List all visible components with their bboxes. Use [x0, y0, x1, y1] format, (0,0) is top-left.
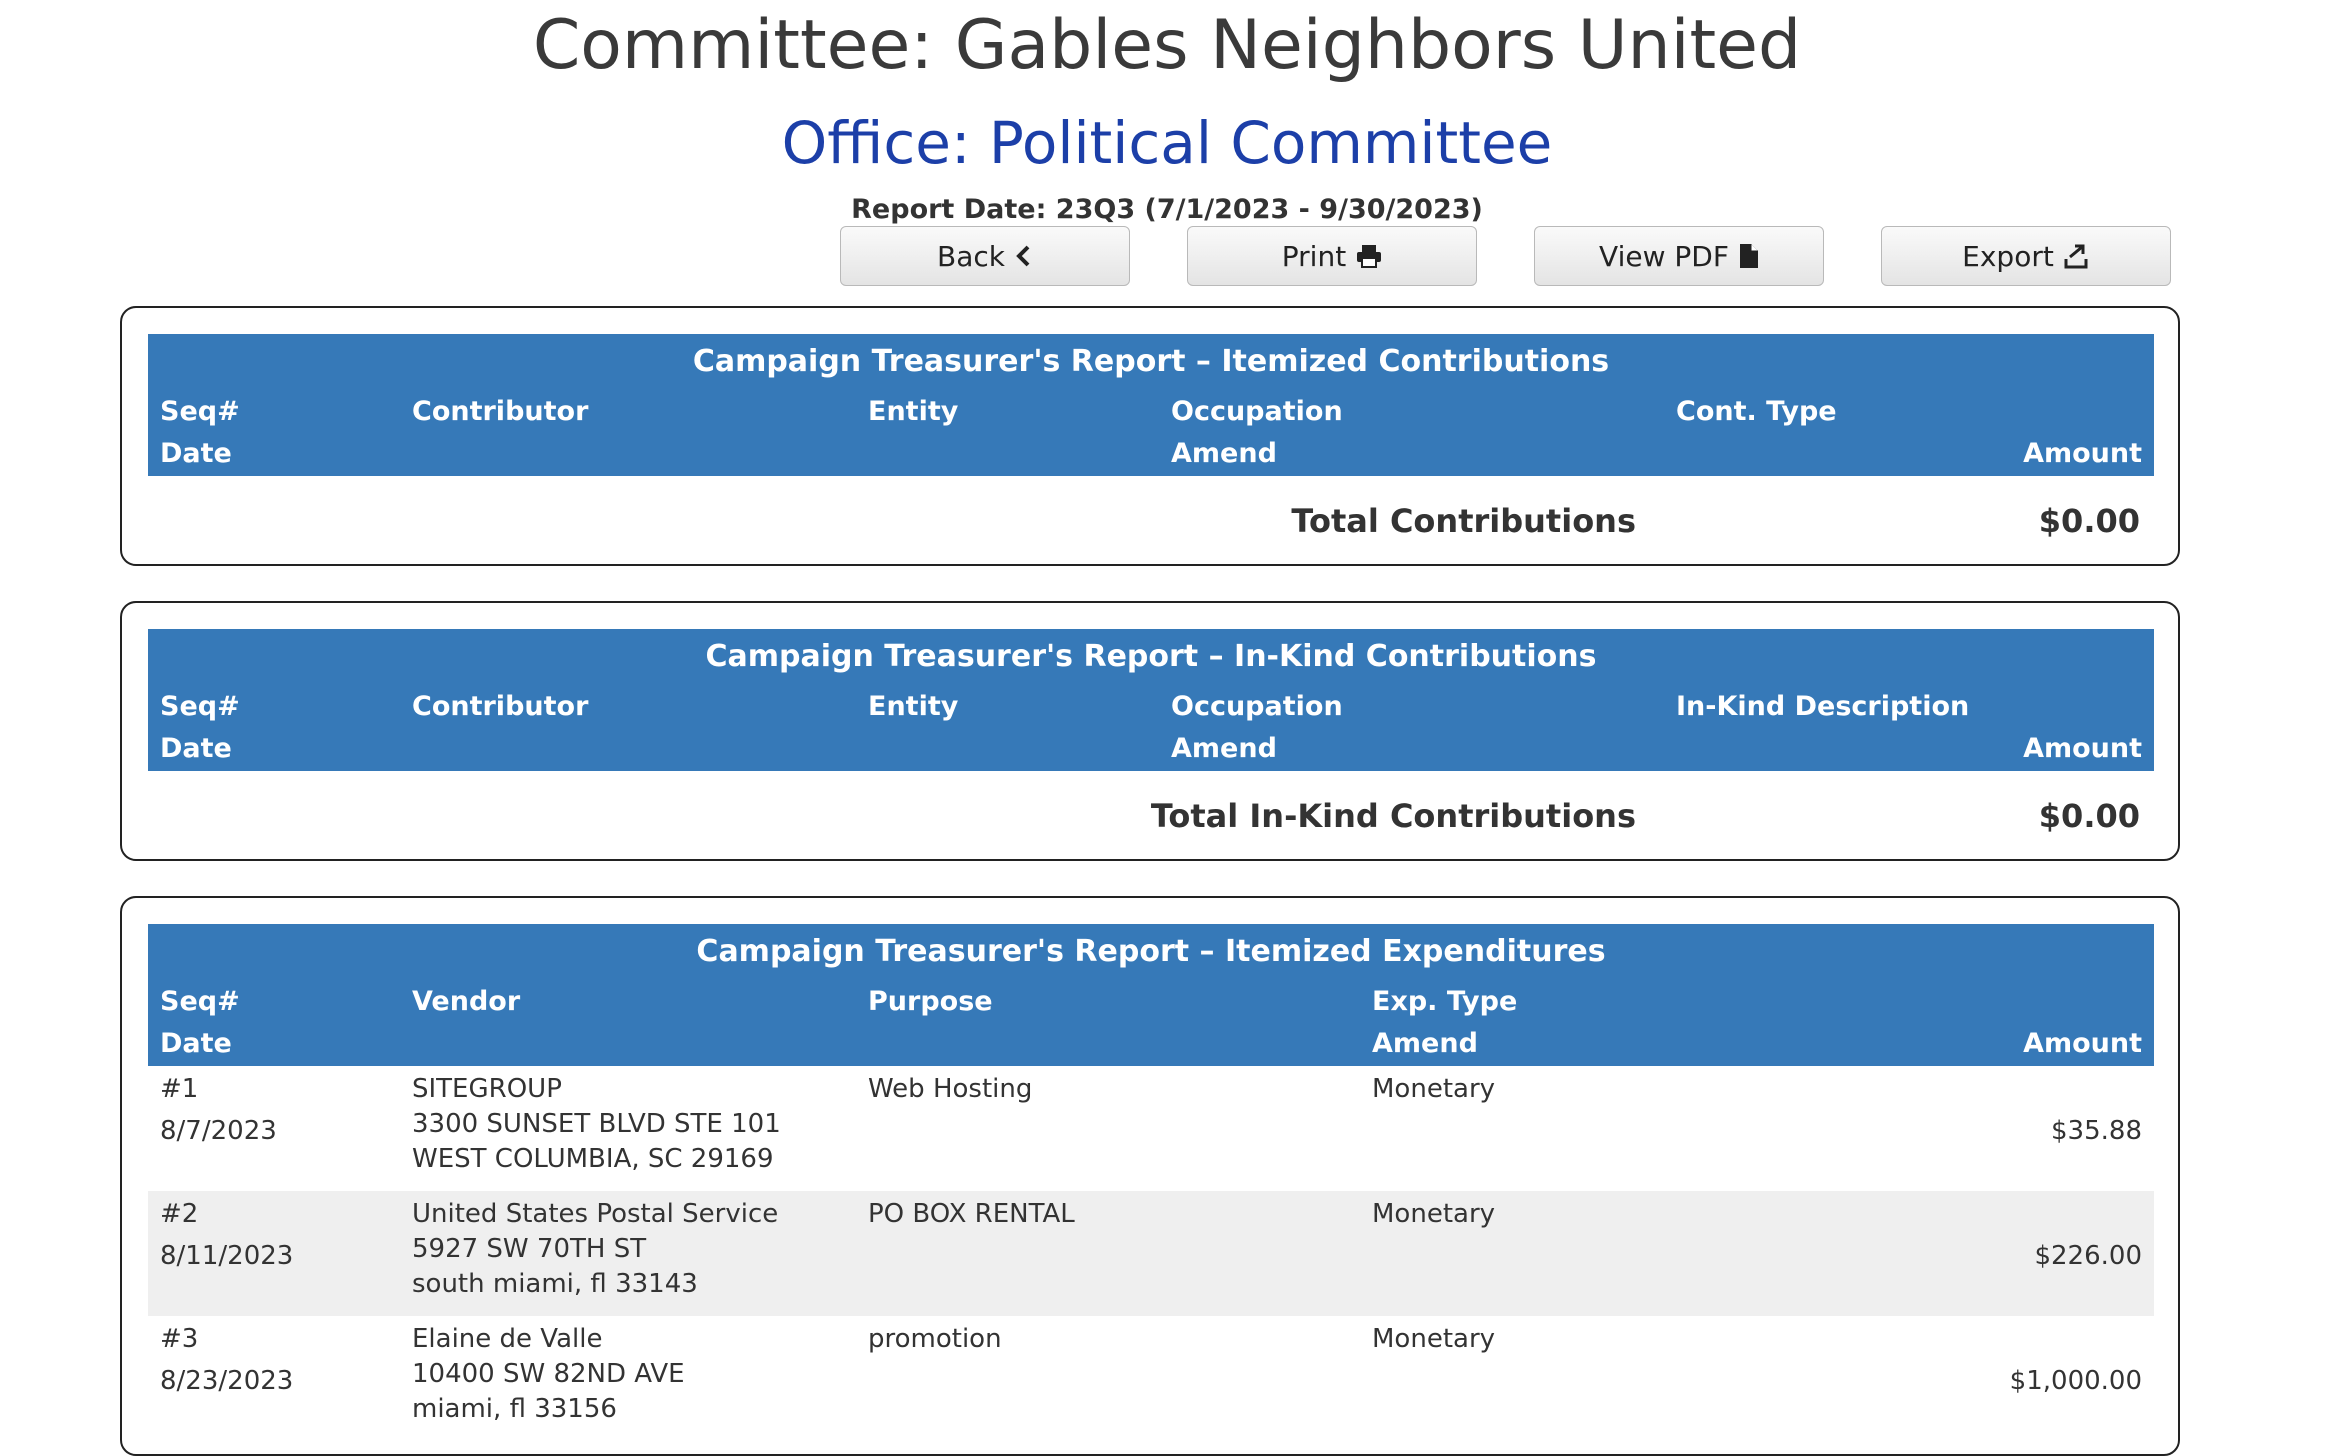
export-icon	[2064, 243, 2090, 269]
row-seq: #3	[160, 1324, 199, 1354]
col-exp-type: Exp. Type	[1372, 986, 1518, 1017]
contributions-panel	[120, 306, 2180, 566]
col-entity: Entity	[868, 691, 959, 722]
inkind-caption: Campaign Treasurer's Report – In-Kind Contributions	[705, 639, 1597, 674]
row-address-line1: 10400 SW 82ND AVE	[412, 1359, 685, 1389]
total-inkind-amount: $0.00	[2038, 797, 2140, 835]
col-vendor: Vendor	[412, 986, 521, 1017]
col-amount: Amount	[2023, 1028, 2142, 1059]
col-amount: Amount	[2023, 438, 2142, 469]
col-occupation: Occupation	[1171, 691, 1343, 722]
col-purpose: Purpose	[868, 986, 993, 1017]
col-contributor: Contributor	[412, 691, 589, 722]
contributions-caption: Campaign Treasurer's Report – Itemized Contributions	[692, 344, 1610, 379]
row-amount: $35.88	[2051, 1116, 2142, 1146]
col-amend: Amend	[1372, 1028, 1478, 1059]
row-purpose: PO BOX RENTAL	[868, 1199, 1075, 1229]
row-seq: #2	[160, 1199, 199, 1229]
row-exp-type: Monetary	[1372, 1199, 1496, 1229]
row-address-line2: WEST COLUMBIA, SC 29169	[412, 1144, 774, 1174]
col-date: Date	[160, 1028, 232, 1059]
total-contributions-label: Total Contributions	[1291, 502, 1636, 540]
row-date: 8/7/2023	[160, 1116, 277, 1146]
report-date: Report Date: 23Q3 (7/1/2023 - 9/30/2023)	[851, 194, 1483, 225]
row-purpose: Web Hosting	[868, 1074, 1033, 1104]
table-row	[148, 1191, 2154, 1316]
row-address-line2: south miami, fl 33143	[412, 1269, 698, 1299]
col-occupation: Occupation	[1171, 396, 1343, 427]
expenditures-table-header	[148, 924, 2154, 1066]
row-vendor: United States Postal Service	[412, 1199, 779, 1229]
row-amount: $1,000.00	[2009, 1366, 2142, 1396]
row-address-line2: miami, fl 33156	[412, 1394, 617, 1424]
total-contributions-amount: $0.00	[2038, 502, 2140, 540]
col-cont-type: Cont. Type	[1676, 396, 1837, 427]
file-icon	[1739, 243, 1759, 269]
row-date: 8/23/2023	[160, 1366, 294, 1396]
print-button-label: Print	[1281, 239, 1347, 273]
row-exp-type: Monetary	[1372, 1074, 1496, 1104]
back-button-label: Back	[937, 239, 1005, 273]
inkind-panel	[120, 601, 2180, 861]
office-heading	[0, 108, 2334, 178]
row-vendor: SITEGROUP	[412, 1074, 562, 1104]
total-inkind-label: Total In-Kind Contributions	[1150, 797, 1636, 835]
back-button[interactable]	[840, 226, 1130, 286]
row-address-line1: 3300 SUNSET BLVD STE 101	[412, 1109, 781, 1139]
view-pdf-button-label: View PDF	[1599, 239, 1729, 273]
col-amount: Amount	[2023, 733, 2142, 764]
expenditures-panel	[120, 896, 2180, 1456]
row-amount: $226.00	[2034, 1241, 2142, 1271]
contributions-table-header	[148, 334, 2154, 476]
print-button[interactable]	[1187, 226, 1477, 286]
row-purpose: promotion	[868, 1324, 1002, 1354]
col-date: Date	[160, 733, 232, 764]
committee-label: Committee	[532, 6, 911, 85]
table-row	[148, 1066, 2154, 1191]
page-title	[0, 6, 2334, 86]
col-amend: Amend	[1171, 438, 1277, 469]
col-inkind-description: In-Kind Description	[1676, 691, 1970, 722]
row-address-line1: 5927 SW 70TH ST	[412, 1234, 647, 1264]
col-date: Date	[160, 438, 232, 469]
row-vendor: Elaine de Valle	[412, 1324, 603, 1354]
printer-icon	[1356, 244, 1382, 268]
view-pdf-button[interactable]	[1534, 226, 1824, 286]
office-label: Office: Political Committee	[781, 109, 1553, 177]
col-seq: Seq#	[160, 986, 240, 1017]
row-exp-type: Monetary	[1372, 1324, 1496, 1354]
export-button[interactable]	[1881, 226, 2171, 286]
row-date: 8/11/2023	[160, 1241, 294, 1271]
col-amend: Amend	[1171, 733, 1277, 764]
table-row	[148, 1316, 2154, 1441]
expenditures-caption: Campaign Treasurer's Report – Itemized Expenditures	[696, 934, 1606, 969]
col-entity: Entity	[868, 396, 959, 427]
col-seq: Seq#	[160, 691, 240, 722]
row-seq: #1	[160, 1074, 199, 1104]
export-button-label: Export	[1962, 239, 2054, 273]
col-seq: Seq#	[160, 396, 240, 427]
inkind-table-header	[148, 629, 2154, 771]
chevron-left-icon	[1015, 245, 1033, 267]
col-contributor: Contributor	[412, 396, 589, 427]
committee-name: : Gables Neighbors United	[910, 6, 1802, 85]
